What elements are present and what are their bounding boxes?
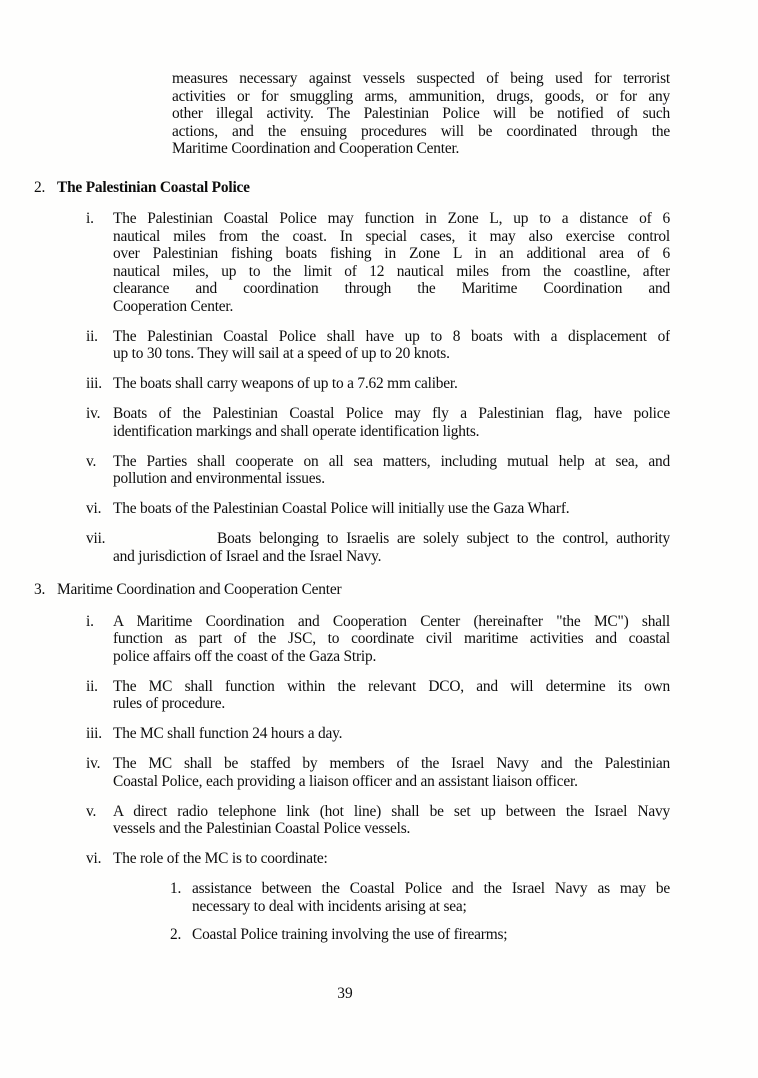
item-marker: 2. [170, 926, 182, 943]
item-marker: iii. [86, 375, 102, 392]
item-marker: v. [86, 452, 97, 470]
text-line: The boats of the Palestinian Coastal Police will initially use the Gaza Wharf. [113, 500, 570, 517]
text-line: other illegal activity. The Palestinian Police will be notified of such [172, 105, 670, 122]
text-line: pollution and environmental issues. [113, 470, 325, 487]
text-line: function as part of the JSC, to coordinate civil maritime activities and coastal [113, 630, 670, 647]
text-line: Cooperation Center. [113, 297, 234, 315]
text-line: The Palestinian Coastal Police shall have up to 8 boats with a displacement of [113, 327, 670, 345]
text-line: police affairs off the coast of the Gaza Strip. [113, 647, 377, 665]
section-heading-coastal-police [34, 179, 698, 197]
item-marker: i. [86, 612, 94, 630]
item-marker: i. [86, 210, 94, 227]
sublist-item-2 [170, 926, 670, 944]
list-item-v [86, 453, 670, 488]
text-line: The Palestinian Coastal Police may function in Zone L, up to a distance of 6 [113, 210, 670, 227]
section-title: The Palestinian Coastal Police [57, 178, 250, 196]
section-heading-maritime-center [34, 581, 698, 599]
numbered-sublist [170, 880, 670, 944]
list-item-iii [86, 375, 670, 393]
list-item-vi [86, 500, 670, 518]
item-marker: v. [86, 802, 97, 820]
list-item-v [86, 803, 670, 838]
text-line: activities or for smuggling arms, ammunition, drugs, goods, or for any [172, 87, 670, 105]
item-marker: vi. [86, 850, 102, 867]
item-marker: iii. [86, 725, 102, 742]
section-number: 3. [34, 581, 46, 598]
page-number: 39 [337, 985, 353, 1002]
item-marker: vi. [86, 500, 102, 517]
roman-list-section-2 [86, 210, 670, 565]
item-marker: 1. [170, 880, 182, 897]
list-item-i [86, 210, 670, 315]
text-line: vessels and the Palestinian Coastal Police vessels. [113, 820, 411, 837]
text-line: over Palestinian fishing boats fishing in Zone L in an additional area of 6 [113, 245, 670, 262]
text-line: The MC shall be staffed by members of the Israel Navy and the Palestinian [113, 755, 670, 772]
text-line: Coastal Police training involving the use of firearms; [192, 926, 508, 943]
text-line: The Parties shall cooperate on all sea matters, including mutual help at sea, and [113, 452, 670, 470]
text-line: Coastal Police, each providing a liaison officer and an assistant liaison officer. [113, 772, 578, 790]
text-line: nautical miles, up to the limit of 12 nautical miles from the coastline, after [113, 262, 670, 280]
item-marker: ii. [86, 677, 98, 695]
text-line: up to 30 tons. They will sail at a speed of up to 20 knots. [113, 345, 450, 362]
roman-list-section-3 [86, 613, 670, 868]
list-item-iv [86, 405, 670, 440]
text-line: The MC shall function 24 hours a day. [113, 725, 343, 742]
section-title: Maritime Coordination and Cooperation Center [57, 581, 342, 598]
text-line: nautical miles from the coast. In special cases, it may also exercise control [113, 227, 670, 245]
item-marker: vii. [86, 530, 106, 547]
text-line: Maritime Coordination and Cooperation Center. [172, 140, 460, 157]
text-line: Boats of the Palestinian Coastal Police may fly a Palestinian flag, have police [113, 405, 670, 422]
text-line: and jurisdiction of Israel and the Israel Navy. [113, 547, 382, 565]
text-line: A Maritime Coordination and Cooperation Center (hereinafter "the MC") shall [113, 612, 670, 630]
list-item-vi [86, 850, 670, 868]
text-line: The boats shall carry weapons of up to a 7.62 mm caliber. [113, 375, 458, 392]
item-marker: iv. [86, 755, 101, 772]
section-number: 2. [34, 178, 46, 196]
item-marker: iv. [86, 405, 101, 422]
list-item-iii [86, 725, 670, 743]
text-line: rules of procedure. [113, 695, 226, 712]
text-line: assistance between the Coastal Police and the Israel Navy as may be [192, 880, 670, 897]
text-line: A direct radio telephone link (hot line) shall be set up between the Israel Navy [113, 802, 670, 820]
text-line: The MC shall function within the relevant DCO, and will determine its own [113, 677, 670, 695]
sublist-item-1 [170, 880, 670, 915]
text-line: actions, and the ensuing procedures will be coordinated through the [172, 122, 670, 140]
list-item-ii [86, 328, 670, 363]
text-line: The role of the MC is to coordinate: [113, 850, 328, 867]
text-line: identification markings and shall operate identification lights. [113, 422, 480, 440]
list-item-ii [86, 678, 670, 713]
list-item-vii [86, 530, 670, 565]
text-line: necessary to deal with incidents arising at sea; [192, 897, 467, 915]
text-line: measures necessary against vessels suspected of being used for terrorist [172, 70, 670, 87]
item-marker: ii. [86, 327, 98, 345]
text-line: clearance and coordination through the Maritime Coordination and [113, 280, 670, 297]
list-item-iv [86, 755, 670, 790]
paragraph-continuation [172, 70, 670, 158]
text-line: Boats belonging to Israelis are solely subject to the control, authority [217, 530, 670, 547]
list-item-i [86, 613, 670, 666]
